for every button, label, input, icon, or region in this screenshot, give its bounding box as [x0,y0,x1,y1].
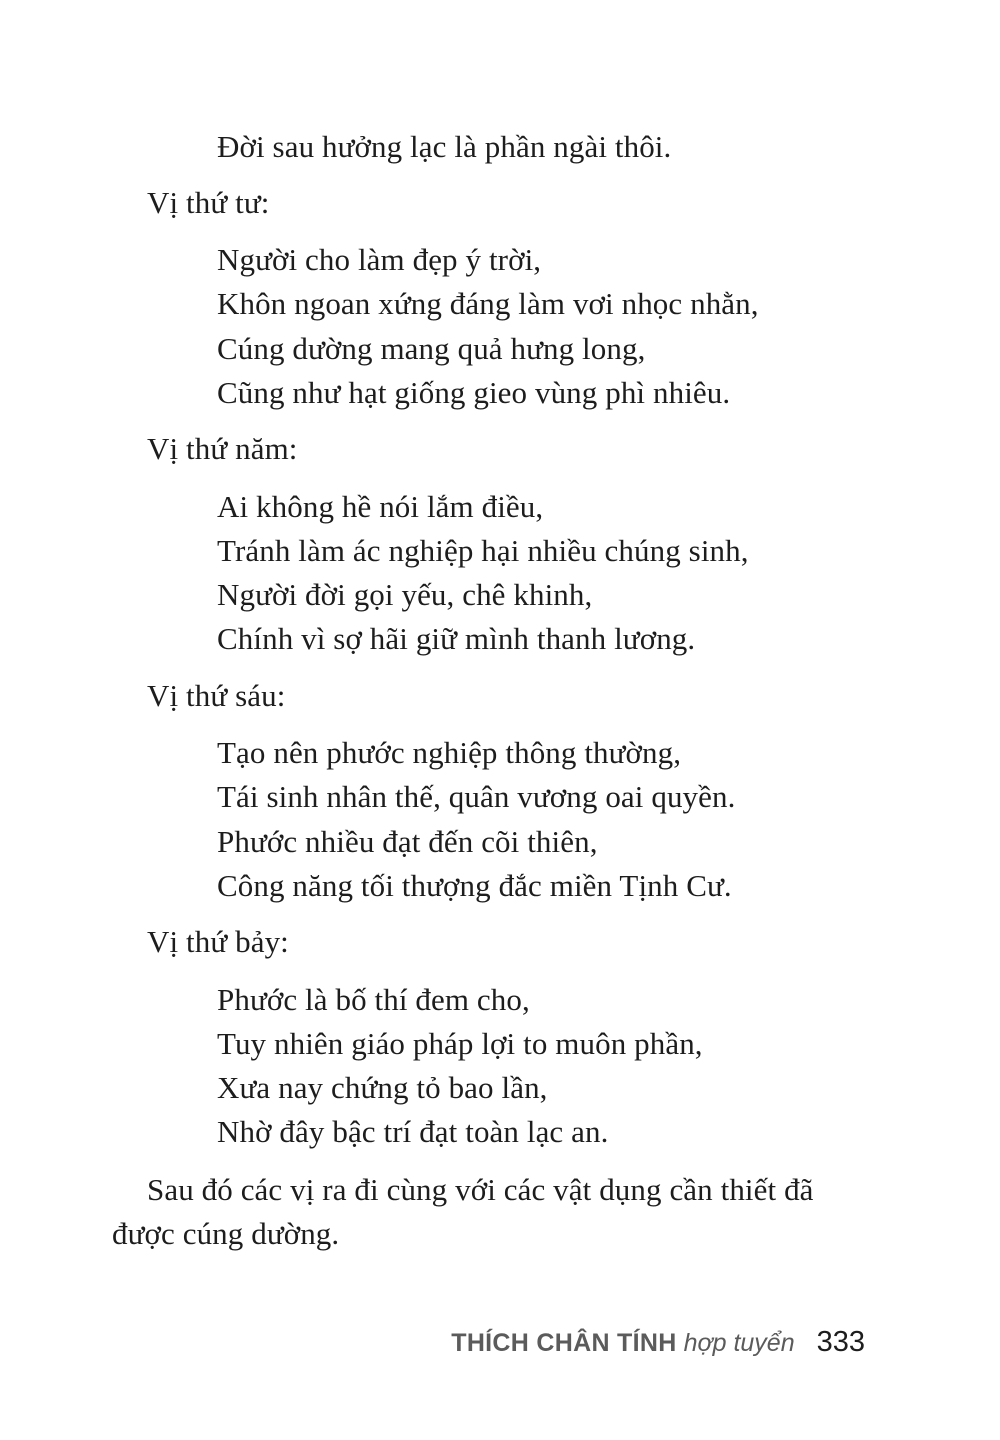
verse-line: Nhờ đây bậc trí đạt toàn lạc an. [217,1114,609,1149]
verse-line: Phước nhiều đạt đến cõi thiên, [217,824,598,859]
footer-subtitle: hợp tuyển [683,1329,795,1357]
verse-line: Tạo nên phước nghiệp thông thường, [217,735,682,770]
section-heading: Vị thứ bảy: [147,924,289,959]
verse-line: Phước là bố thí đem cho, [217,982,530,1017]
closing-paragraph-line: Sau đó các vị ra đi cùng với các vật dụng cần thiết đã [147,1172,814,1207]
section-heading: Vị thứ tư: [147,185,270,220]
verse-line: Người cho làm đẹp ý trời, [217,242,542,277]
verse-line: Chính vì sợ hãi giữ mình thanh lương. [217,621,696,656]
verse-line: Cúng dường mang quả hưng long, [217,331,646,366]
section-heading: Vị thứ năm: [147,431,298,466]
verse-line: Người đời gọi yếu, chê khinh, [217,577,593,612]
verse-line: Ai không hề nói lắm điều, [217,489,544,524]
footer-author: THÍCH CHÂN TÍNH [451,1329,677,1357]
verse-line: Khôn ngoan xứng đáng làm vơi nhọc nhằn, [217,286,759,321]
page-number: 333 [816,1326,865,1358]
verse-line: Tái sinh nhân thế, quân vương oai quyền. [217,779,736,814]
verse-line: Tránh làm ác nghiệp hại nhiều chúng sinh, [217,533,749,568]
verse-line: Công năng tối thượng đắc miền Tịnh Cư. [217,868,732,903]
section-heading: Vị thứ sáu: [147,678,286,713]
verse-line: Cũng như hạt giống gieo vùng phì nhiêu. [217,375,731,410]
page-footer [451,1326,865,1368]
verse-line: Đời sau hưởng lạc là phần ngài thôi. [217,129,672,164]
closing-paragraph-line: được cúng dường. [112,1216,340,1251]
verse-line: Tuy nhiên giáo pháp lợi to muôn phần, [217,1026,703,1061]
verse-line: Xưa nay chứng tỏ bao lần, [217,1070,548,1105]
